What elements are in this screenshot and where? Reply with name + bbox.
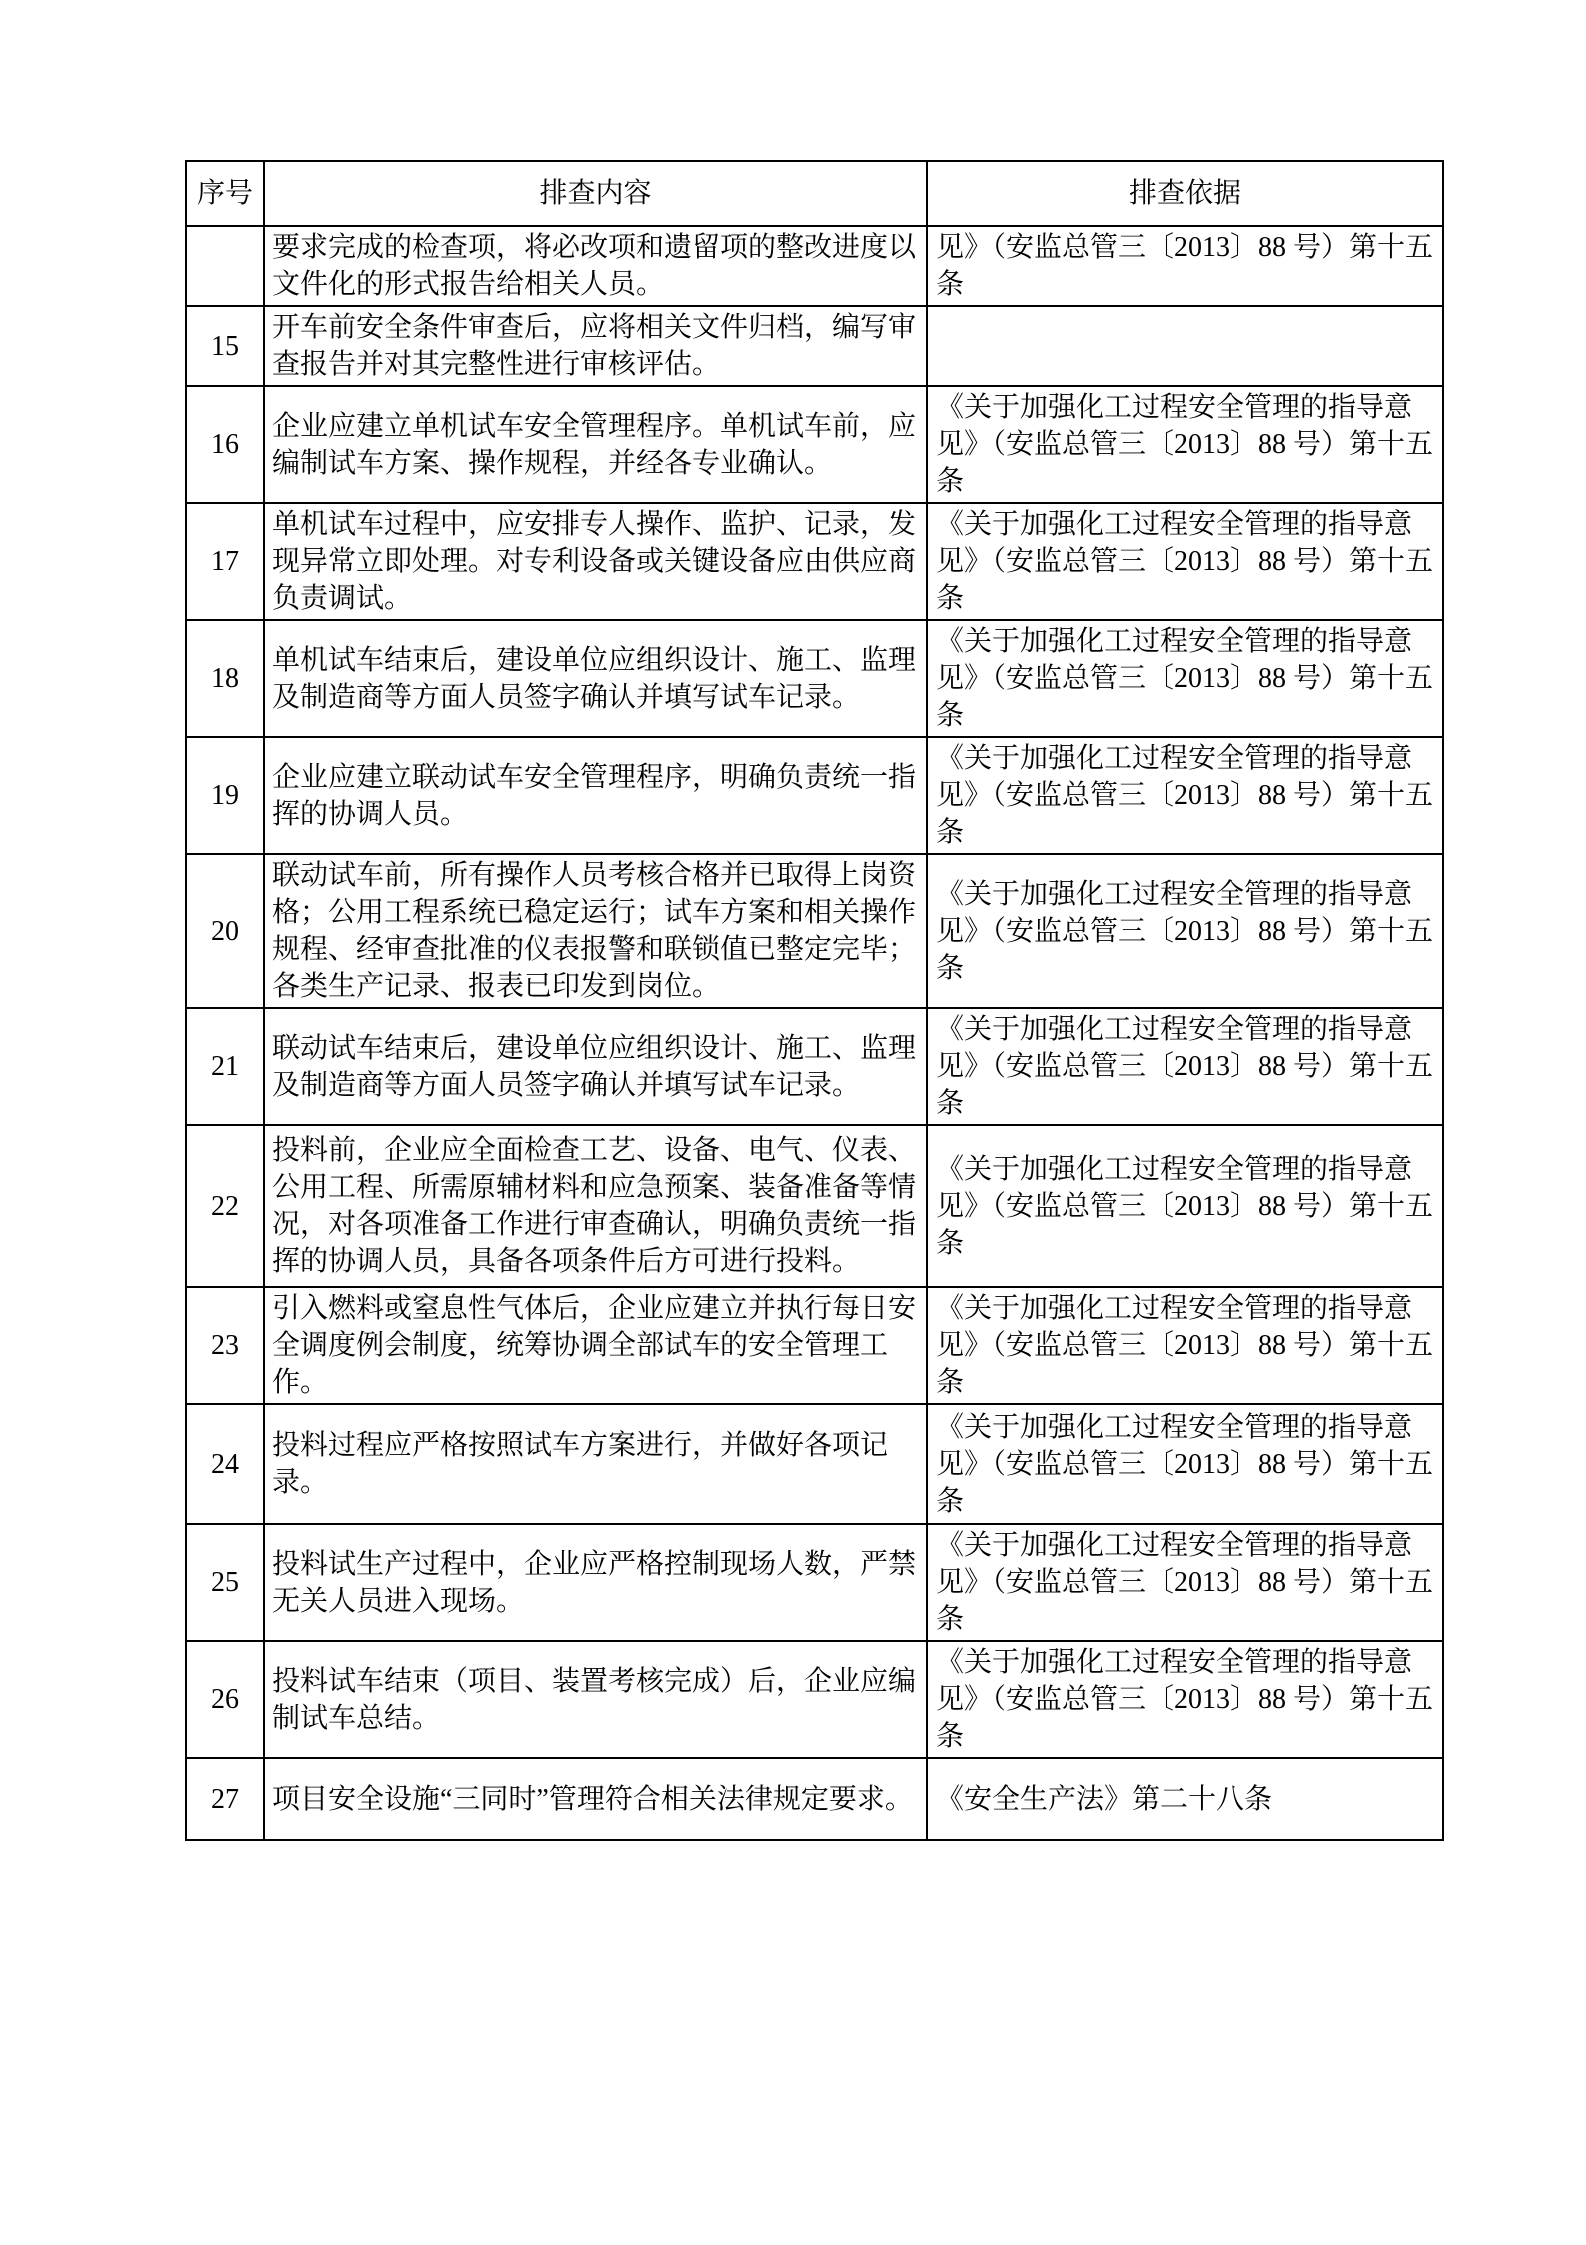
row-basis-cell: 《关于加强化工过程安全管理的指导意 见》（安监总管三〔2013〕88 号）第十五 条 [927, 1008, 1443, 1125]
col-header-index: 序号 [186, 161, 264, 226]
table-row [186, 1524, 1443, 1641]
row-content-cell: 单机试车过程中，应安排专人操作、监护、记录，发 现异常立即处理。对专利设备或关键设备应由供应商 负责调试。 [264, 503, 927, 620]
header-row [186, 161, 1443, 226]
row-content-cell: 企业应建立单机试车安全管理程序。单机试车前，应 编制试车方案、操作规程，并经各专业确认。 [264, 386, 927, 503]
row-basis-cell: 《关于加强化工过程安全管理的指导意 见》（安监总管三〔2013〕88 号）第十五 条 [927, 1404, 1443, 1524]
table-row [186, 1758, 1443, 1840]
row-content-cell: 开车前安全条件审查后，应将相关文件归档，编写审 查报告并对其完整性进行审核评估。 [264, 306, 927, 386]
row-basis-cell: 《关于加强化工过程安全管理的指导意 见》（安监总管三〔2013〕88 号）第十五 条 [927, 503, 1443, 620]
row-index-cell: 27 [186, 1758, 264, 1840]
row-content-cell: 联动试车前，所有操作人员考核合格并已取得上岗资 格；公用工程系统已稳定运行；试车方案和相关操作 规程、经审查批准的仪表报警和联锁值已整定完毕； 各类生产记录、报表已印发到岗位。 [264, 854, 927, 1008]
table-row [186, 306, 1443, 386]
row-index-cell: 25 [186, 1524, 264, 1641]
row-index-cell: 16 [186, 386, 264, 503]
row-basis-cell [927, 306, 1443, 386]
row-index-cell: 22 [186, 1125, 264, 1287]
row-index-cell: 24 [186, 1404, 264, 1524]
document-page [185, 160, 1444, 1841]
table-row [186, 386, 1443, 503]
row-index-cell: 21 [186, 1008, 264, 1125]
table-row [186, 1641, 1443, 1758]
row-basis-cell: 《关于加强化工过程安全管理的指导意 见》（安监总管三〔2013〕88 号）第十五 条 [927, 737, 1443, 854]
row-content-cell: 联动试车结束后，建设单位应组织设计、施工、监理 及制造商等方面人员签字确认并填写试车记录。 [264, 1008, 927, 1125]
table-row [186, 737, 1443, 854]
row-content-cell: 投料过程应严格按照试车方案进行，并做好各项记录。 [264, 1404, 927, 1524]
col-header-basis: 排查依据 [927, 161, 1443, 226]
row-index-cell: 20 [186, 854, 264, 1008]
row-index-cell [186, 226, 264, 306]
row-content-cell: 投料试车结束（项目、装置考核完成）后，企业应编 制试车总结。 [264, 1641, 927, 1758]
row-content-cell: 企业应建立联动试车安全管理程序，明确负责统一指 挥的协调人员。 [264, 737, 927, 854]
col-header-content: 排查内容 [264, 161, 927, 226]
table-row [186, 1008, 1443, 1125]
row-content-cell: 投料前，企业应全面检查工艺、设备、电气、仪表、 公用工程、所需原辅材料和应急预案、装备准备等情 况，对各项准备工作进行审查确认，明确负责统一指 挥的协调人员，具备各项条件后方可进行投料。 [264, 1125, 927, 1287]
table-header [186, 161, 1443, 226]
row-basis-cell: 《关于加强化工过程安全管理的指导意 见》（安监总管三〔2013〕88 号）第十五 条 [927, 1641, 1443, 1758]
row-content-cell: 引入燃料或窒息性气体后，企业应建立并执行每日安 全调度例会制度，统筹协调全部试车的安全管理工作。 [264, 1287, 927, 1404]
row-basis-cell: 《关于加强化工过程安全管理的指导意 见》（安监总管三〔2013〕88 号）第十五 条 [927, 386, 1443, 503]
row-content-cell: 单机试车结束后，建设单位应组织设计、施工、监理 及制造商等方面人员签字确认并填写试车记录。 [264, 620, 927, 737]
row-basis-cell: 《关于加强化工过程安全管理的指导意 见》（安监总管三〔2013〕88 号）第十五 条 [927, 1524, 1443, 1641]
row-index-cell: 17 [186, 503, 264, 620]
row-basis-cell: 《关于加强化工过程安全管理的指导意 见》（安监总管三〔2013〕88 号）第十五 条 [927, 1125, 1443, 1287]
row-basis-cell: 《关于加强化工过程安全管理的指导意 见》（安监总管三〔2013〕88 号）第十五 条 [927, 620, 1443, 737]
row-index-cell: 18 [186, 620, 264, 737]
row-index-cell: 15 [186, 306, 264, 386]
row-index-cell: 19 [186, 737, 264, 854]
row-content-cell: 要求完成的检查项，将必改项和遗留项的整改进度以 文件化的形式报告给相关人员。 [264, 226, 927, 306]
row-content-cell: 项目安全设施“三同时”管理符合相关法律规定要求。 [264, 1758, 927, 1840]
table-row [186, 226, 1443, 306]
table-row [186, 1404, 1443, 1524]
row-basis-cell: 见》（安监总管三〔2013〕88 号）第十五 条 [927, 226, 1443, 306]
row-basis-cell: 《关于加强化工过程安全管理的指导意 见》（安监总管三〔2013〕88 号）第十五 条 [927, 1287, 1443, 1404]
inspection-checklist-table [185, 160, 1444, 1841]
table-row [186, 1287, 1443, 1404]
row-index-cell: 23 [186, 1287, 264, 1404]
table-row [186, 620, 1443, 737]
table-row [186, 854, 1443, 1008]
row-basis-cell: 《关于加强化工过程安全管理的指导意 见》（安监总管三〔2013〕88 号）第十五 条 [927, 854, 1443, 1008]
row-basis-cell: 《安全生产法》第二十八条 [927, 1758, 1443, 1840]
checklist-table-body [186, 226, 1443, 1840]
table-row [186, 503, 1443, 620]
row-content-cell: 投料试生产过程中，企业应严格控制现场人数，严禁 无关人员进入现场。 [264, 1524, 927, 1641]
row-index-cell: 26 [186, 1641, 264, 1758]
table-row [186, 1125, 1443, 1287]
